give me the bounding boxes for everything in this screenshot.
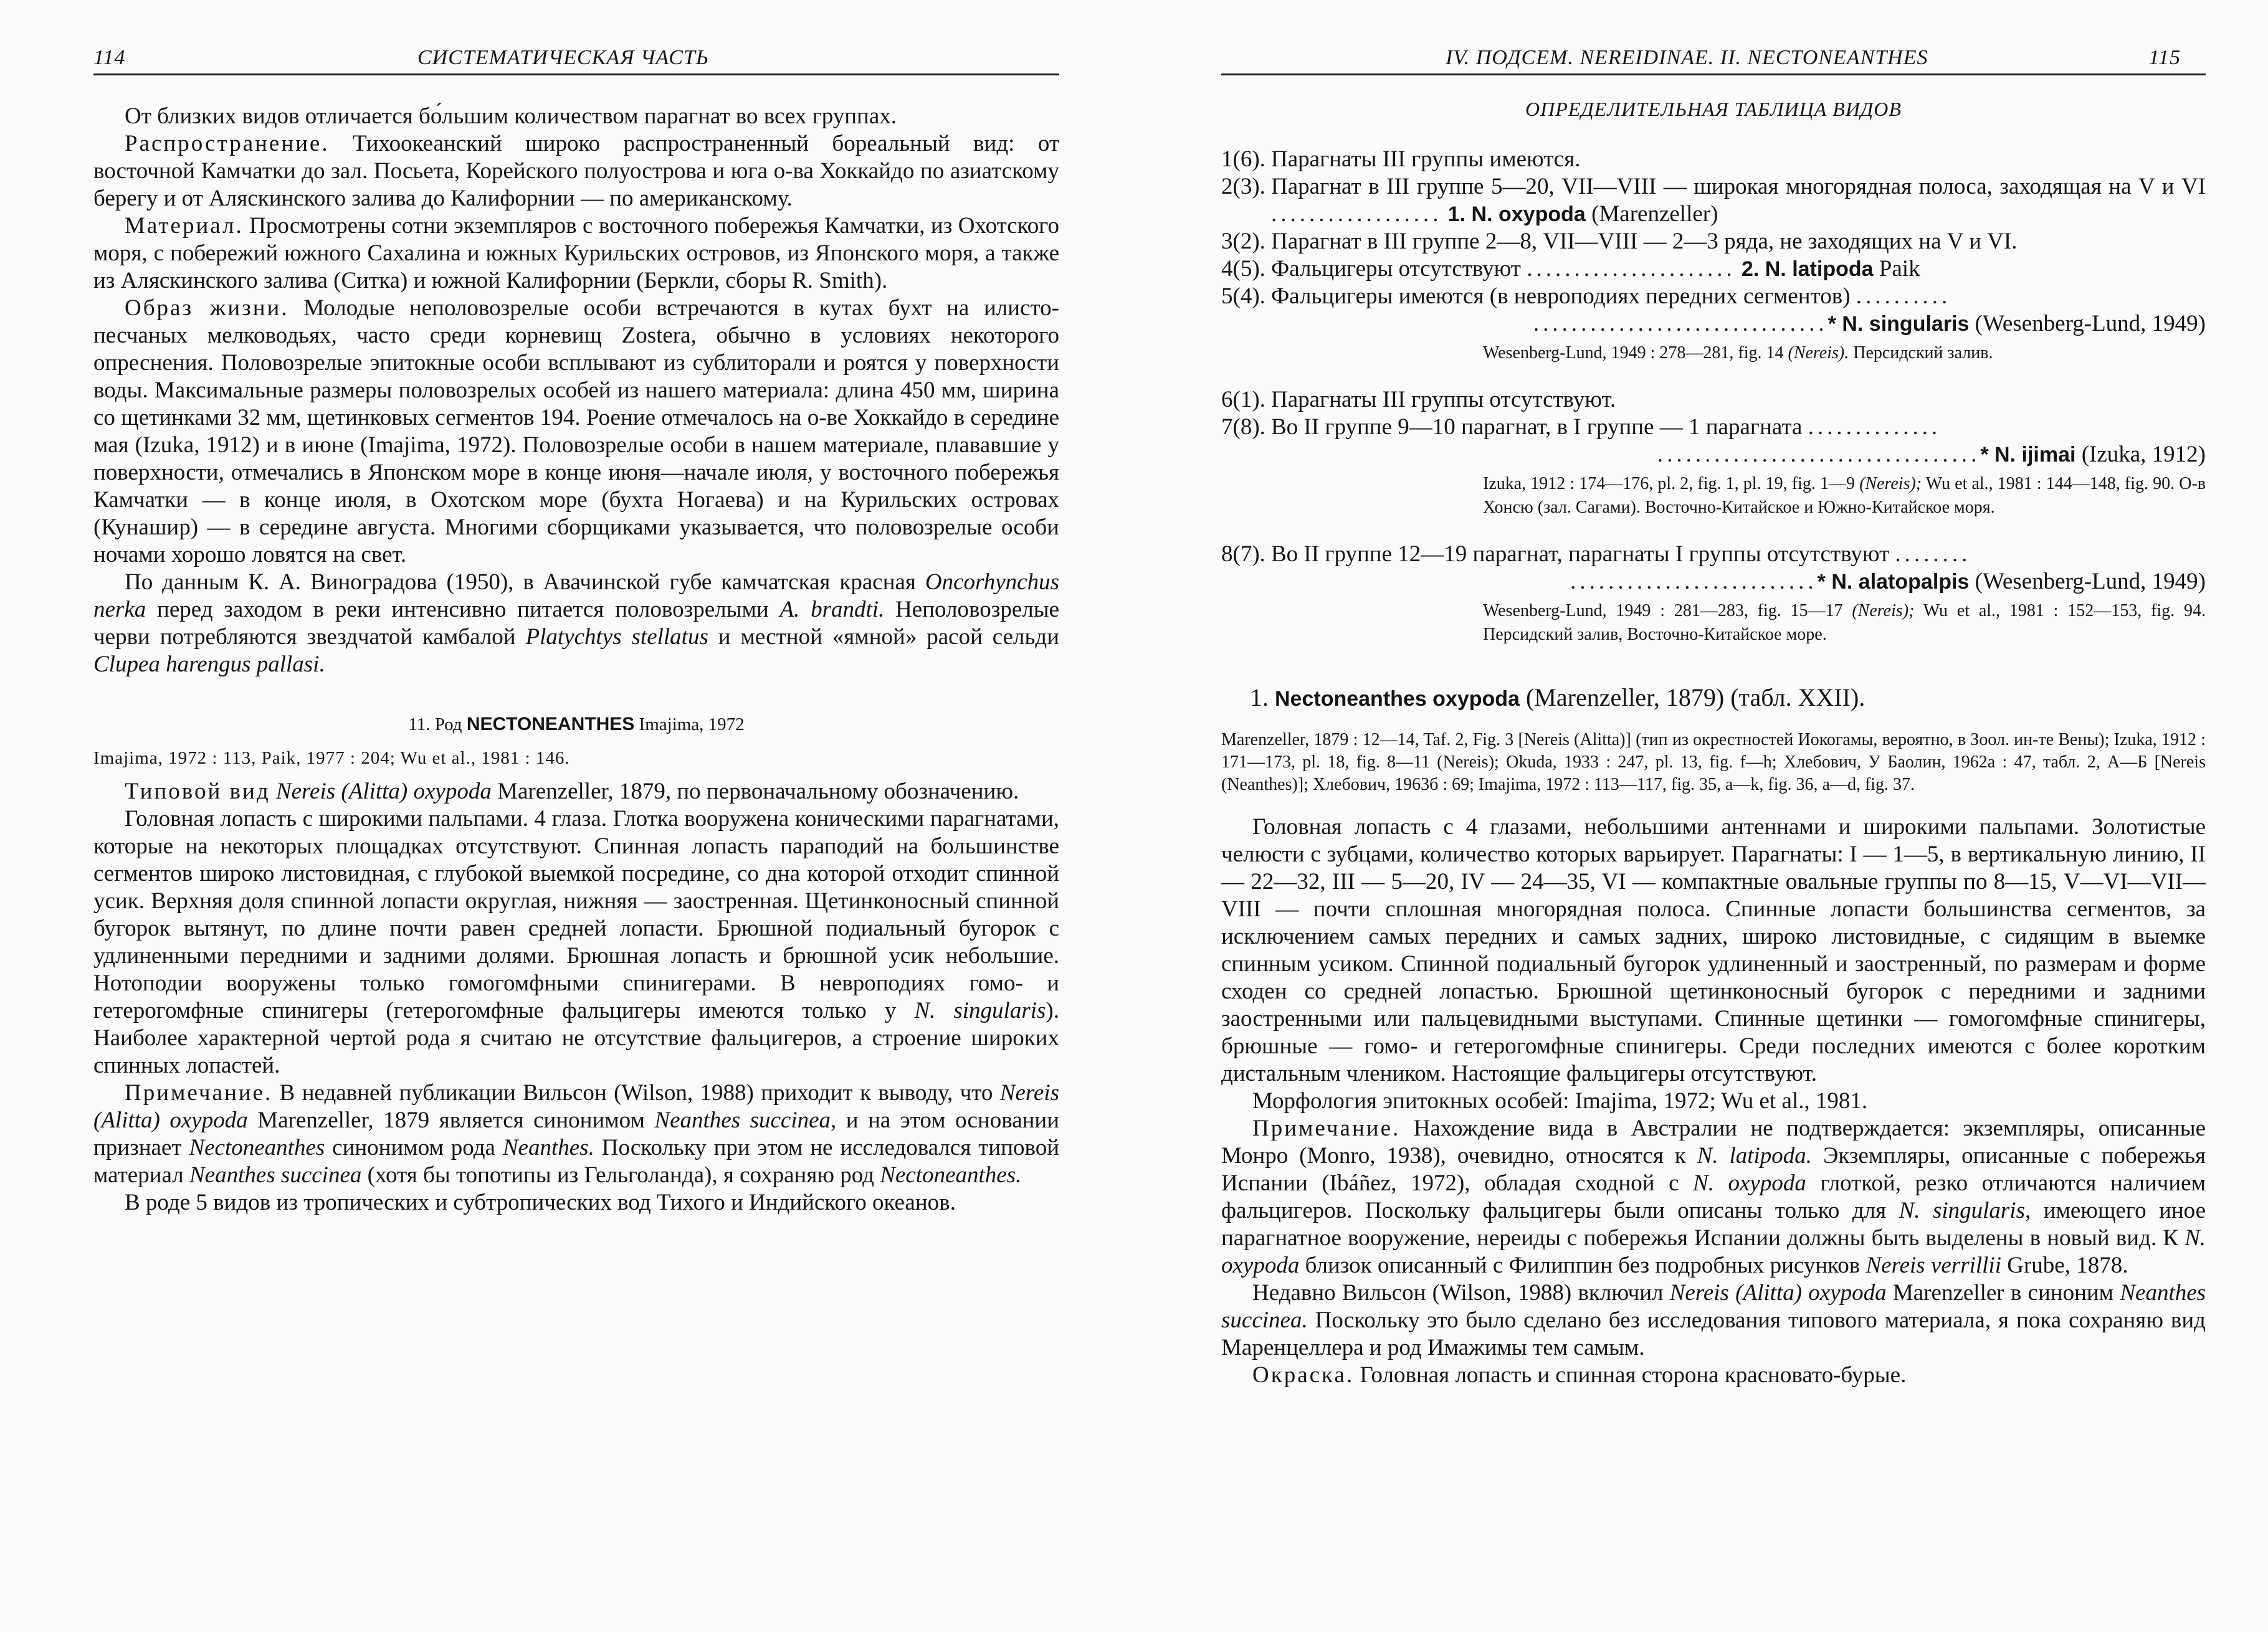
paragraph-predators: По данным К. А. Виноградова (1950), в Авачинской губе камчатская красная Oncorhynchus nerka перед заходом в реки интенсивно питается половозрелыми A. brandti. Неполовозрелые черви потребляются звездчатой камбалой Platychtys stellatus и местной «ямной» расой сельди Clupea harengus pallasi. [93, 569, 1060, 677]
right-page [1221, 0, 2206, 1389]
key-couplet: 3(2). Парагнат в III группе 2—8, VII—VIII — 2—3 ряда, не заходящих на V и VI. [1221, 229, 2018, 254]
paragraph-note: Примечание. Нахождение вида в Австралии не подтверждается: экземпляры, описанные Монро (Monro, 1938), очевидно, относятся к N. latipoda. Экземпляры, описанные с побережья Испании (Ibáñez, 1972), обладая сходной с N. oxypoda глоткой, резко отличаются наличием фальцигеров. Поскольку фальцигеры были описаны только для N. singularis, имеющего иное парагнатное вооружение, нереиды с побережья Испании должны быть выделены в новый вид. К N. oxypoda близок описанный с Филиппин без подробных рисунков Nereis verrillii Grube, 1878. [1221, 1116, 2206, 1278]
key-couplet: 2(3). Парагнат в III группе 5—20, VII—VIII — широкая многорядная полоса, заходящая на V и VI .................. 1. N. oxypoda (Marenzeller) [1221, 174, 2206, 227]
paragraph-coloration: Окраска. Головная лопасть и спинная сторона красновато-бурые. [1252, 1362, 1907, 1388]
right-body [1221, 814, 2206, 1389]
key-reference: Wesenberg-Lund, 1949 : 281—283, fig. 15—17 (Nereis); Wu et al., 1981 : 152—153, fig. 94. Персидский залив, Восточно-Китайское море. [1483, 601, 2206, 644]
genus-heading: 11. Род NECTONEANTHES Imajima, 1972 [408, 714, 745, 734]
paragraph: От близких видов отличается бо́льшим количеством парагнат во всех группах. [125, 103, 897, 129]
left-page [93, 0, 1059, 1217]
key-couplet: 1(6). Парагнаты III группы имеются. [1221, 146, 1581, 172]
paragraph-material: Материал. Просмотрены сотни экземпляров с восточного побережья Камчатки, из Охотского моря, с побережий южного Сахалина и южных Курильских островов, из Японского моря, а также из Аляскинского залива (Ситка) и южной Калифорнии (Беркли, сборы R. Smith). [93, 213, 1059, 293]
right-running-head [1221, 37, 2206, 75]
paragraph-distribution: Распространение. Тихоокеанский широко распространенный бореальный вид: от восточной Камчатки до зал. Посьета, Корейского полуострова и юга о-ва Хоккайдо по азиатскому берегу и от Аляскинского залива до Калифорнии — по американскому. [93, 131, 1060, 211]
identification-key [1221, 98, 2206, 647]
genus-references: Imajima, 1972 : 113, Paik, 1977 : 204; Wu et al., 1981 : 146. [93, 748, 570, 768]
key-couplet: 4(5). Фальцигеры отсутствуют ...................... 2. N. latipoda Paik [1221, 256, 1920, 282]
key-result-line: ..................................* N. ijimai (Izuka, 1912) [1657, 442, 2206, 467]
running-title: IV. ПОДСЕМ. NEREIDINAE. II. NECTONEANTHES [1446, 46, 1928, 69]
paragraph-synonymy: Недавно Вильсон (Wilson, 1988) включил Nereis (Alitta) oxypoda Marenzeller в синоним Neanthes succinea. Поскольку это было сделано без исследования типового материала, я пока сохраняю вид Маренцеллера и род Имажимы тем самым. [1221, 1280, 2206, 1360]
paragraph-type-species: Типовой вид Nereis (Alitta) oxypoda Marenzeller, 1879, по первоначальному обозначению. [125, 779, 1019, 804]
paragraph-description: Головная лопасть с 4 глазами, небольшими антеннами и широкими пальпами. Золотистые челюсти с зубцами, количество которых варьирует. Парагнаты: I — 1—5, в вертикальную линию, II — 22—32, III — 5—20, IV — 24—35, VI — компактные овальные группы по 8—15, V—VI—VII—VIII — почти сплошная многорядная полоса. Спинные лопасти большинства сегментов, за исключением самых передних и самых задних, широко листовидные, с сидящим в выемке спинным усиком. Спинной подиальный бугорок удлиненный и заостренный, по размерам и форме сходен со средней лопастью. Брюшной щетинконосный бугорок с передними и задними заостренными или пальцевидными выступами. Спинные щетинки — гомогомфные спинигеры, брюшные — гомо- и гетерогомфные спинигеры. Среди последних имеются с более коротким дистальным члеником. Настоящие фальцигеры отсутствуют. [1221, 814, 2206, 1086]
key-reference: Izuka, 1912 : 174—176, pl. 2, fig. 1, pl. 19, fig. 1—9 (Nereis); Wu et al., 1981 : 144—148, fig. 90. О-в Хонсю (зал. Сагами). Восточно-Китайское и Южно-Китайское моря. [1483, 474, 2206, 517]
species-references: Marenzeller, 1879 : 12—14, Taf. 2, Fig. 3 [Nereis (Alitta)] (тип из окрестностей Иокогамы, вероятно, в Зоол. ин-те Вены); Izuka, 1912 : 171—173, pl. 18, fig. 8—11 (Nereis); Okuda, 1933 : 247, pl. 13, fig. f—h; Хлебович, У Баолин, 1962а : 47, табл. 2, А—Б [Nereis (Neanthes)]; Хлебович, 1963б : 69; Imajima, 1972 : 113—117, fig. 35, a—k, fig. 36, a—d, fig. 37. [1221, 730, 2206, 794]
paragraph-epitoky: Морфология эпитокных особей: Imajima, 1972; Wu et al., 1981. [1252, 1088, 1868, 1114]
paragraph-lifestyle: Образ жизни. Молодые неполовозрелые особи встречаются в кутах бухт на илисто-песчаных мелководьях, часто среди корневищ Zostera, обычно в условиях некоторого опреснения. Половозрелые эпитокные особи всплывают из сублиторали и роятся у поверхности воды. Максимальные размеры половозрелых особей из нашего материала: длина 450 мм, ширина со щетинками 32 мм, щетинковых сегментов 194. Роение отмечалось на о-ве Хоккайдо в середине мая (Izuka, 1912) и в июне (Imajima, 1972). Половозрелые особи в нашем материале, плававшие у поверхности, отмечались в Японском море в конце июня—начале июля, у восточного побережья Камчатки — в конце июля, в Охотском море (бухта Ногаева) и на Курильских островах (Кунашир) — в середине августа. Многими сборщиками указывается, что половозрелые особи ночами хорошо ловятся на свет. [93, 295, 1059, 567]
key-title: ОПРЕДЕЛИТЕЛЬНАЯ ТАБЛИЦА ВИДОВ [1525, 98, 1902, 120]
key-result-line: ...............................* N. singularis (Wesenberg-Lund, 1949) [1533, 311, 2206, 336]
paragraph-genus-diagnosis: Головная лопасть с широкими пальпами. 4 глаза. Глотка вооружена коническими парагнатами, которые на некоторых площадках отсутствуют. Спинная лопасть параподий на большинстве сегментов широко листовидная, с глубокой выемкой посредине, со дна которой отходит спинной усик. Верхняя доля спинной лопасти округлая, нижняя — заостренная. Щетинконосный спинной бугорок вытянут, по длине почти равен средней лопасти. Брюшной подиальный бугорок с удлиненными передними и задними долями. Брюшная лопасть и брюшной усик небольшие. Нотоподии вооружены только гомогомфными спинигерами. В невроподиях гомо- и гетерогомфные спинигеры (гетерогомфные фальцигеры имеются только у N. singularis). Наиболее характерной чертой рода я считаю не отсутствие фальцигеров, а строение широких спинных лопастей. [93, 806, 1059, 1078]
left-body [93, 103, 1059, 1217]
key-result-line: ..........................* N. alatopalpis (Wesenberg-Lund, 1949) [1570, 569, 2206, 594]
key-couplet: 8(7). Во II группе 12—19 парагнат, парагнаты I группы отсутствуют ........ [1221, 541, 1971, 567]
paragraph-species-count: В роде 5 видов из тропических и субтропических вод Тихого и Индийского океанов. [125, 1190, 956, 1215]
key-reference: Wesenberg-Lund, 1949 : 278—281, fig. 14 (Nereis). Персидский залив. [1483, 343, 1993, 363]
paragraph-note: Примечание. В недавней публикации Вильсон (Wilson, 1988) приходит к выводу, что Nereis (Alitta) oxypoda Marenzeller, 1879 является синонимом Neanthes succinea, и на этом основании признает Nectoneanthes синонимом рода Neanthes. Поскольку при этом не исследовался типовой материал Neanthes succinea (хотя бы топотипы из Гельголанда), я сохраняю род Nectoneanthes. [93, 1080, 1060, 1188]
running-title: СИСТЕМАТИЧЕСКАЯ ЧАСТЬ [417, 46, 709, 69]
key-couplet: 5(4). Фальцигеры имеются (в невроподиях передних сегментов) .......... [1221, 283, 1951, 309]
page-number: 114 [93, 46, 126, 69]
species-heading: 1. Nectoneanthes oxypoda (Marenzeller, 1879) (табл. XXII). [1250, 683, 1865, 711]
key-couplet: 6(1). Парагнаты III группы отсутствуют. [1221, 387, 1616, 412]
page-number: 115 [2148, 46, 2181, 69]
key-couplet: 7(8). Во II группе 9—10 парагнат, в I группе — 1 парагната .............. [1221, 414, 1942, 440]
left-running-head [93, 37, 1059, 75]
